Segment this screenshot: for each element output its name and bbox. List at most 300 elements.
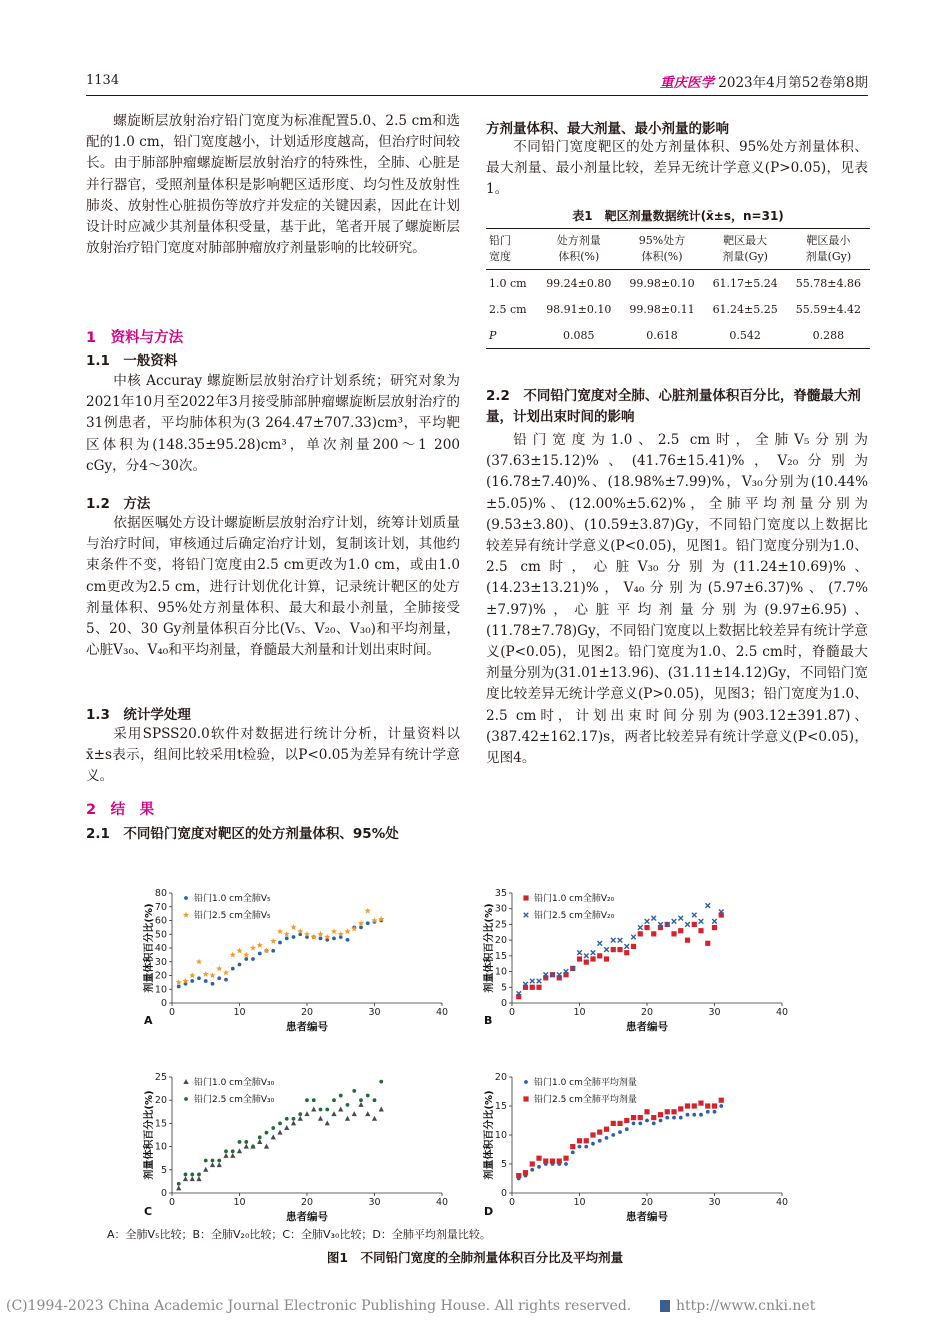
table-cell: 61.17±5.24 xyxy=(712,276,778,290)
data-point xyxy=(712,1103,717,1108)
site-url: http://www.cnki.net xyxy=(676,1298,816,1314)
data-point xyxy=(611,938,616,943)
data-point xyxy=(203,971,209,977)
data-point xyxy=(705,1103,710,1108)
paragraph-2-2-text: 铅门宽度为1.0、2.5 cm时，全肺V₅分别为(37.63±15.12)%、(41.76±15.41)%，V₂₀分别为(16.78±7.40)%、(18.98%±7.99)%，V₃₀分别为(10.44%±5.05)%、(12.00%±5.62)%，全肺平均剂量分别为(9.53±3.80)、(10.59±3.87)Gy，不同铅门宽度以上数据比较差异有统计学意义(P<0.05)，见图1。铅门宽度分别为1.0、2.5 cm时，心脏V₃₀分别为(11.24±10.69)%、(14.23±13.21)%，V₄₀分别为(5.97±6.37)%、(7.7%±7.97)%，心脏平均剂量分别为(9.97±6.95)、(11.78±7.78)Gy，不同铅门宽度以上数据比较差异有统计学意义(P<0.05)，见图2。铅门宽度为1.0、2.5 cm时，脊髓最大剂量分别为(31.01±13.96)、(31.11±14.12)Gy，不同铅门宽度比较差异无统计学意义(P>0.05)，见图3；铅门宽度为1.0、2.5 cm时，计划出束时间分别为(903.12±391.87)、(387.42±162.17)s，两者比较差异有统计学意义(P<0.05)，见图4。 xyxy=(486,432,868,767)
data-point xyxy=(177,985,181,989)
data-point xyxy=(265,1131,269,1135)
data-point xyxy=(292,935,296,939)
data-point xyxy=(598,1139,602,1143)
y-tick-label: 0 xyxy=(500,1188,507,1199)
x-tick-label: 0 xyxy=(508,1197,516,1208)
data-point xyxy=(617,947,622,952)
x-tick-label: 10 xyxy=(573,1197,586,1208)
y-tick-label: 35 xyxy=(494,888,507,899)
y-tick-label: 20 xyxy=(494,1072,507,1083)
paragraph-2-2 xyxy=(486,430,868,769)
figure-caption: 图1 不同铅门宽度的全肺剂量体积百分比及平均剂量 xyxy=(326,1250,624,1265)
data-point xyxy=(359,1098,363,1102)
panel-label: B xyxy=(484,1014,493,1027)
table-cell: 55.59±4.42 xyxy=(795,302,861,316)
data-point xyxy=(672,919,677,924)
data-point xyxy=(550,1159,555,1164)
data-point xyxy=(570,1144,575,1149)
data-point xyxy=(257,1139,262,1144)
data-point xyxy=(331,928,337,934)
data-point xyxy=(304,1111,309,1116)
data-point xyxy=(524,1080,528,1084)
chart-panel-d xyxy=(480,1045,800,1225)
y-tick-label: 10 xyxy=(494,1130,507,1141)
data-point xyxy=(197,976,201,980)
y-tick-label: 80 xyxy=(154,888,167,899)
x-tick-label: 0 xyxy=(168,1007,176,1018)
cnki-logo xyxy=(660,1300,670,1312)
y-tick-label: 15 xyxy=(494,950,507,962)
data-point xyxy=(530,1168,534,1172)
y-tick-label: 50 xyxy=(154,929,167,941)
data-point xyxy=(571,1151,575,1155)
data-point xyxy=(692,1103,697,1108)
data-point xyxy=(372,1116,377,1121)
paragraph-1-1-text: 中核 Accuray 螺旋断层放射治疗计划系统；研究对象为2021年10月至2022年3月接受肺部肿瘤螺旋断层放射治疗的31例患者，平均肺体积为(3 264.47±707.33)cm³，平均靶区体积为(148.35±95.28)cm³，单次剂量200～1 200 cGy，分4～30次。 xyxy=(86,373,460,474)
data-point xyxy=(604,956,609,961)
x-tick-label: 40 xyxy=(435,1007,449,1018)
x-tick-label: 10 xyxy=(233,1197,246,1208)
data-point xyxy=(264,1144,269,1149)
data-point xyxy=(523,1096,528,1101)
data-point xyxy=(632,1122,636,1126)
data-point xyxy=(584,954,589,959)
data-point xyxy=(679,1116,683,1120)
data-point xyxy=(536,985,541,990)
x-tick-label: 30 xyxy=(708,1007,721,1018)
x-tick-label: 10 xyxy=(233,1007,246,1018)
y-tick-label: 20 xyxy=(494,935,507,947)
data-point xyxy=(331,1111,336,1116)
y-tick-label: 0 xyxy=(160,1188,167,1199)
y-tick-label: 5 xyxy=(500,1159,507,1170)
data-point xyxy=(278,941,282,945)
data-point xyxy=(597,941,602,946)
data-point xyxy=(564,1162,568,1166)
data-point xyxy=(332,936,336,940)
data-point xyxy=(523,895,528,900)
legend-entry: 铅门1.0 cm全肺V₃₀ xyxy=(194,1078,275,1088)
data-point xyxy=(216,965,222,971)
x-tick-label: 40 xyxy=(775,1007,789,1018)
y-tick-label: 10 xyxy=(154,984,167,996)
data-point xyxy=(231,1149,235,1153)
data-point xyxy=(189,972,195,978)
data-point xyxy=(177,1182,181,1186)
x-axis-label: 患者编号 xyxy=(626,1211,668,1223)
table-cell: 0.288 xyxy=(787,322,870,349)
y-axis-label: 剂量体积百分比(%) xyxy=(484,1090,495,1180)
data-point xyxy=(358,1102,363,1107)
table-cell: 55.78±4.86 xyxy=(795,276,861,290)
data-point xyxy=(577,1138,582,1143)
data-point xyxy=(251,957,255,961)
data-point xyxy=(211,982,215,986)
data-point xyxy=(699,919,704,924)
paragraph-1-3-text: 采用SPSS20.0软件对数据进行统计分析，计量资料以x̄±s表示，组间比较采用t检验，以P<0.05为差异有统计学意义。 xyxy=(86,726,460,785)
x-tick-label: 20 xyxy=(640,1197,654,1208)
data-point xyxy=(605,1136,609,1140)
y-tick-label: 20 xyxy=(154,1095,167,1107)
data-point xyxy=(373,1098,377,1102)
legend-entry: 铅门1.0 cm全肺V₂₀ xyxy=(534,894,615,904)
data-point xyxy=(597,953,602,958)
data-point xyxy=(183,912,189,918)
data-point xyxy=(652,1122,656,1126)
section-heading-2-1-continued: 方剂量体积、最大剂量、最小剂量的影响 xyxy=(486,121,729,137)
data-point xyxy=(590,956,595,961)
running-header xyxy=(660,71,868,91)
y-tick-label: 30 xyxy=(154,956,167,968)
section-heading-1-3: 1.3 统计学处理 xyxy=(86,707,191,723)
legend-entry: 铅门2.5 cm全肺V₅ xyxy=(194,911,271,921)
data-point xyxy=(365,1111,370,1116)
data-point xyxy=(686,1113,690,1117)
data-point xyxy=(685,922,690,927)
data-point xyxy=(217,976,221,980)
data-point xyxy=(638,925,643,930)
data-point xyxy=(230,952,236,958)
table-cell: 99.98±0.10 xyxy=(629,276,695,290)
data-point xyxy=(638,1115,643,1120)
data-point xyxy=(604,1127,609,1132)
y-tick-label: 40 xyxy=(154,943,167,954)
data-point xyxy=(611,1121,616,1126)
data-point xyxy=(530,985,535,990)
x-tick-label: 30 xyxy=(368,1197,381,1208)
data-point xyxy=(196,1176,201,1181)
data-point xyxy=(638,1122,642,1126)
data-point xyxy=(184,1097,188,1101)
x-tick-label: 20 xyxy=(300,1007,314,1018)
paragraph-1-2 xyxy=(86,513,460,661)
y-tick-label: 15 xyxy=(494,1101,507,1112)
data-point xyxy=(524,913,529,918)
data-point xyxy=(291,1120,296,1125)
data-point xyxy=(338,1106,343,1111)
y-axis-label: 剂量体积百分比(%) xyxy=(144,1090,155,1180)
data-point xyxy=(345,1116,350,1121)
y-tick-label: 70 xyxy=(154,901,167,913)
x-tick-label: 20 xyxy=(640,1007,654,1018)
x-tick-label: 40 xyxy=(775,1197,789,1208)
y-tick-label: 20 xyxy=(154,970,167,982)
data-point xyxy=(223,1153,228,1158)
data-point xyxy=(271,1134,276,1139)
data-point xyxy=(530,979,535,984)
table-cell: P xyxy=(486,322,537,349)
section-heading-2-2: 2.2 不同铅门宽度对全肺、心脏剂量体积百分比，脊髓最大剂量，计划出束时间的影响 xyxy=(486,388,861,425)
data-point xyxy=(645,1119,649,1123)
data-point xyxy=(277,1130,282,1135)
data-point xyxy=(584,960,589,965)
data-point xyxy=(365,908,371,914)
table-cell: 99.24±0.80 xyxy=(546,276,612,290)
table-cell: 0.085 xyxy=(537,322,620,349)
data-point xyxy=(270,938,276,944)
issue-info: 2023年4月第52卷第8期 xyxy=(718,75,868,91)
y-tick-label: 5 xyxy=(500,982,507,994)
y-tick-label: 60 xyxy=(154,915,167,927)
data-point xyxy=(624,1118,629,1123)
data-point xyxy=(590,1132,595,1137)
data-point xyxy=(536,1156,541,1161)
data-point xyxy=(183,1079,188,1084)
data-point xyxy=(584,1145,588,1149)
data-point xyxy=(543,1159,548,1164)
data-point xyxy=(523,1170,528,1175)
data-point xyxy=(631,1115,636,1120)
data-point xyxy=(379,1080,383,1084)
data-point xyxy=(712,925,717,930)
data-point xyxy=(624,944,629,949)
data-point xyxy=(604,947,609,952)
table-header-cell: 靶区最大 剂量(Gy) xyxy=(704,229,787,270)
data-point xyxy=(344,928,350,934)
y-axis-label: 剂量体积百分比(%) xyxy=(484,903,495,993)
data-point xyxy=(705,941,710,946)
x-tick-label: 0 xyxy=(508,1007,516,1018)
data-point xyxy=(250,945,256,951)
table-header-cell: 靶区最小 剂量(Gy) xyxy=(787,229,870,270)
data-point xyxy=(224,1149,228,1153)
data-point xyxy=(359,925,363,929)
legend-entry: 铅门1.0 cm全肺平均剂量 xyxy=(534,1078,637,1088)
table-title: 表1 靶区剂量数据统计(x̄±s，n=31) xyxy=(572,209,784,223)
data-point xyxy=(698,928,703,933)
header-rule xyxy=(86,95,868,96)
y-tick-label: 30 xyxy=(494,903,507,915)
data-point xyxy=(618,938,623,943)
table-row xyxy=(486,296,870,322)
data-point xyxy=(230,1153,235,1158)
data-point xyxy=(597,1130,602,1135)
data-point xyxy=(611,947,616,952)
paragraph-2-1-text: 不同铅门宽度靶区的处方剂量体积、95%处方剂量体积、最大剂量、最小剂量比较，差异无统计学意义(P>0.05)，见表1。 xyxy=(486,139,868,198)
data-point xyxy=(659,1119,663,1123)
data-point xyxy=(346,1103,350,1107)
journal-name: 重庆医学 xyxy=(659,75,714,91)
y-tick-label: 0 xyxy=(160,998,167,1009)
data-point xyxy=(244,1144,249,1149)
data-point xyxy=(285,1117,289,1121)
data-point xyxy=(298,1112,302,1116)
data-point xyxy=(197,1173,201,1177)
data-point xyxy=(196,958,202,964)
data-point xyxy=(231,967,235,971)
figure-caption-note: A：全肺V₅比较；B：全肺V₂₀比较；C：全肺V₃₀比较；D：全肺平均剂量比较。 xyxy=(107,1228,491,1241)
data-point xyxy=(651,931,656,936)
data-point xyxy=(305,1098,309,1102)
data-point xyxy=(346,938,350,942)
table-header-row xyxy=(486,229,870,270)
y-tick-label: 10 xyxy=(494,966,507,978)
data-point xyxy=(678,928,683,933)
legend-entry: 铅门2.5 cm全肺平均剂量 xyxy=(534,1095,637,1105)
table-cell: 0.618 xyxy=(620,322,703,349)
x-tick-label: 30 xyxy=(708,1197,721,1208)
data-point xyxy=(311,1106,316,1111)
data-point xyxy=(204,979,208,983)
data-point xyxy=(631,935,636,940)
data-point xyxy=(631,944,636,949)
data-point xyxy=(217,1159,221,1163)
data-point xyxy=(209,972,215,978)
chart-panel-a xyxy=(140,865,460,1035)
data-point xyxy=(584,1138,589,1143)
data-point xyxy=(285,936,289,940)
data-point xyxy=(292,1117,296,1121)
data-point xyxy=(698,1101,703,1106)
table-cell: 61.24±5.25 xyxy=(712,302,778,316)
data-point xyxy=(238,1140,242,1144)
legend-entry: 铅门2.5 cm全肺V₃₀ xyxy=(194,1095,275,1105)
data-point xyxy=(358,920,364,926)
data-point xyxy=(352,1111,357,1116)
legend-entry: 铅门1.0 cm全肺V₅ xyxy=(194,894,271,904)
data-point xyxy=(210,1162,215,1167)
x-tick-label: 10 xyxy=(573,1007,586,1018)
data-point xyxy=(644,925,649,930)
legend-entry: 铅门2.5 cm全肺V₂₀ xyxy=(534,911,615,921)
data-point xyxy=(366,1094,370,1098)
y-tick-label: 15 xyxy=(154,1118,167,1130)
data-point xyxy=(298,1116,303,1121)
data-point xyxy=(244,1140,248,1144)
x-tick-label: 20 xyxy=(300,1197,314,1208)
data-point xyxy=(223,969,229,975)
intro-text: 螺旋断层放射治疗铅门宽度为标准配置5.0、2.5 cm和选配的1.0 cm，铅门宽度越小，计划适形度越高，但治疗时间较长。由于肺部肿瘤螺旋断层放射治疗的特殊性，全肺、心脏是并行器官，受照剂量体积是影响靶区适形度、均匀性及放射性肺炎、放射性心脏损伤等放疗并发症的关键因素，因此在计划设计时应减少其剂量体积受量，基于此，笔者开展了螺旋断层放射治疗铅门宽度对肺部肿瘤放疗剂量影响的比较研究。 xyxy=(86,113,460,257)
data-point xyxy=(184,1173,188,1177)
data-point xyxy=(319,1108,323,1112)
copyright-notice: (C)1994-2023 China Academic Journal Electronic Publishing House. All rights reserved. xyxy=(6,1298,632,1314)
data-point xyxy=(204,1159,208,1163)
table-cell: 2.5 cm xyxy=(489,302,527,316)
y-axis-label: 剂量体积百分比(%) xyxy=(144,903,155,993)
data-point xyxy=(237,1148,242,1153)
y-tick-label: 5 xyxy=(160,1164,167,1176)
panel-label: C xyxy=(144,1205,153,1218)
data-point xyxy=(563,1156,568,1161)
section-heading-1: 1 资料与方法 xyxy=(86,330,184,346)
intro-paragraph xyxy=(86,111,460,259)
data-point xyxy=(278,1122,282,1126)
panel-label: D xyxy=(484,1205,494,1218)
data-point xyxy=(719,1104,723,1108)
panel-label: A xyxy=(144,1014,153,1027)
data-point xyxy=(645,919,650,924)
table-cell: 0.542 xyxy=(704,322,787,349)
data-point xyxy=(190,979,194,983)
data-point xyxy=(678,916,683,921)
data-point xyxy=(351,925,357,931)
data-point xyxy=(243,952,249,958)
data-point xyxy=(277,928,283,934)
data-point xyxy=(671,1109,676,1114)
chart-panel-c xyxy=(140,1045,460,1225)
data-point xyxy=(706,1110,710,1114)
data-point xyxy=(537,1165,541,1169)
data-point xyxy=(211,1159,215,1163)
x-tick-label: 30 xyxy=(368,1007,381,1018)
data-point xyxy=(312,1098,316,1102)
data-point xyxy=(644,1109,649,1114)
data-point xyxy=(244,957,248,961)
data-point xyxy=(176,1185,181,1190)
data-point xyxy=(183,1176,188,1181)
data-point xyxy=(184,896,188,900)
data-point xyxy=(591,1142,595,1146)
data-point xyxy=(236,947,242,953)
y-tick-label: 25 xyxy=(154,1072,167,1083)
table-cell: 98.91±0.10 xyxy=(546,302,612,316)
data-point xyxy=(366,921,370,925)
data-point xyxy=(339,1094,343,1098)
y-tick-label: 25 xyxy=(494,919,507,931)
data-point xyxy=(284,1125,289,1130)
table-cell: 1.0 cm xyxy=(489,276,527,290)
data-point xyxy=(665,1116,669,1120)
data-point xyxy=(658,1112,663,1117)
x-tick-label: 40 xyxy=(435,1197,449,1208)
page-number: 1134 xyxy=(86,73,120,88)
x-axis-label: 患者编号 xyxy=(626,1021,668,1033)
data-point xyxy=(671,931,676,936)
data-point xyxy=(251,1145,255,1149)
paragraph-1-1 xyxy=(86,371,460,477)
table-header-cell: 铅门 宽度 xyxy=(486,229,537,270)
data-point xyxy=(271,949,275,953)
x-axis-label: 患者编号 xyxy=(286,1211,328,1223)
data-point xyxy=(238,963,242,967)
data-point xyxy=(319,936,323,940)
data-point xyxy=(624,950,629,955)
paragraph-2-1 xyxy=(486,137,868,201)
data-point xyxy=(713,1110,717,1114)
section-heading-1-1: 1.1 一般资料 xyxy=(86,353,178,369)
data-point xyxy=(699,1113,703,1117)
data-point xyxy=(190,1176,195,1181)
data-point xyxy=(257,942,263,948)
data-point xyxy=(651,916,656,921)
data-point xyxy=(379,1106,384,1111)
data-point xyxy=(578,1145,582,1149)
table-row xyxy=(486,322,870,349)
data-point xyxy=(352,1089,356,1093)
data-point xyxy=(537,979,542,984)
section-heading-2: 2 结 果 xyxy=(86,802,155,818)
data-point xyxy=(638,931,643,936)
data-point xyxy=(516,1173,521,1178)
data-point xyxy=(625,1127,629,1131)
data-point xyxy=(617,1121,622,1126)
data-point xyxy=(651,1115,656,1120)
table-1 xyxy=(486,228,870,349)
data-point xyxy=(577,956,582,961)
data-point xyxy=(325,1108,329,1112)
data-point xyxy=(557,1159,562,1164)
data-point xyxy=(712,919,717,924)
paragraph-1-3 xyxy=(86,724,460,788)
data-point xyxy=(318,1116,323,1121)
data-point xyxy=(217,1162,222,1167)
